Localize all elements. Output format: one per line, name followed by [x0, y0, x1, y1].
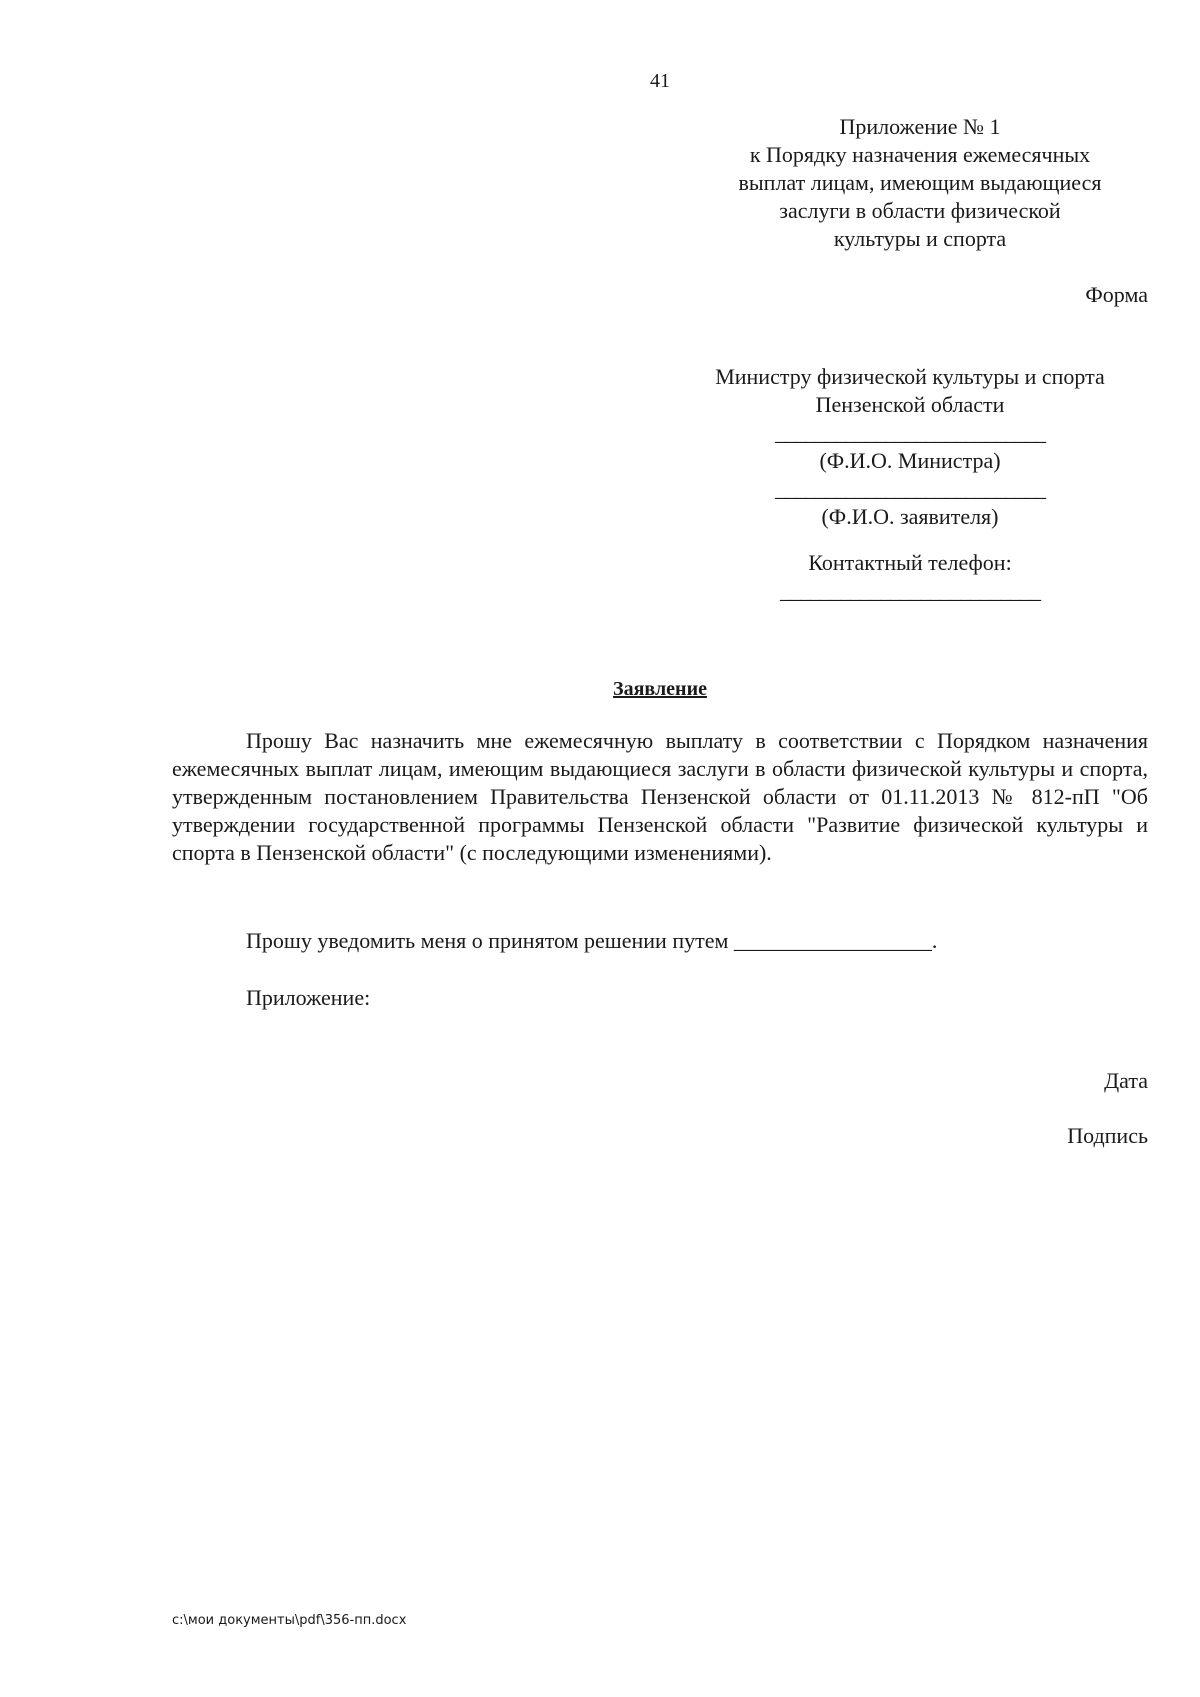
appendix-header — [700, 113, 1140, 253]
minister-caption: (Ф.И.О. Министра) — [819, 448, 1001, 473]
appendix-line: заслуги в области физической — [779, 198, 1061, 223]
attachment-label: Приложение: — [246, 985, 371, 1010]
appendix-line: к Порядку назначения ежемесячных — [749, 142, 1091, 167]
footer-file-path: c:\мои документы\pdf\356-пп.docx — [172, 1613, 407, 1628]
application-body — [172, 727, 1148, 867]
applicant-name-blank: ___________________________ — [775, 476, 1045, 501]
body-paragraph: Прошу Вас назначить мне ежемесячную выплату в соответствии с Порядком назначения ежемесячных выплат лицам, имеющим выдающиеся заслуги в области физической культуры и спорта, утвержденным постановлением Правительства Пензенской области от 01.11.2013 № 812-пП "Об утверждении государственной программы Пензенской области "Развитие физической культуры и спорта в Пензенской области" (с последующими изменениями). — [172, 728, 1148, 865]
applicant-caption: (Ф.И.О. заявителя) — [821, 504, 999, 529]
minister-name-blank: ___________________________ — [775, 420, 1045, 445]
page-number: 41 — [650, 70, 670, 92]
recipient-line-2: Пензенской области — [815, 392, 1005, 417]
date-label: Дата — [1104, 1068, 1148, 1093]
appendix-line: Приложение № 1 — [839, 114, 1001, 139]
document-title: Заявление — [613, 678, 707, 700]
recipient-block — [660, 363, 1160, 605]
appendix-line: культуры и спорта — [833, 226, 1007, 251]
appendix-line: выплат лицам, имеющим выдающиеся — [738, 170, 1102, 195]
contact-phone-blank: __________________________ — [780, 578, 1040, 603]
notification-request: Прошу уведомить меня о принятом решении путем __________________. — [246, 928, 938, 953]
contact-phone-label: Контактный телефон: — [808, 550, 1012, 575]
signature-label: Подпись — [1067, 1123, 1148, 1148]
recipient-line-1: Министру физической культуры и спорта — [715, 364, 1105, 389]
form-label: Форма — [1085, 282, 1148, 307]
